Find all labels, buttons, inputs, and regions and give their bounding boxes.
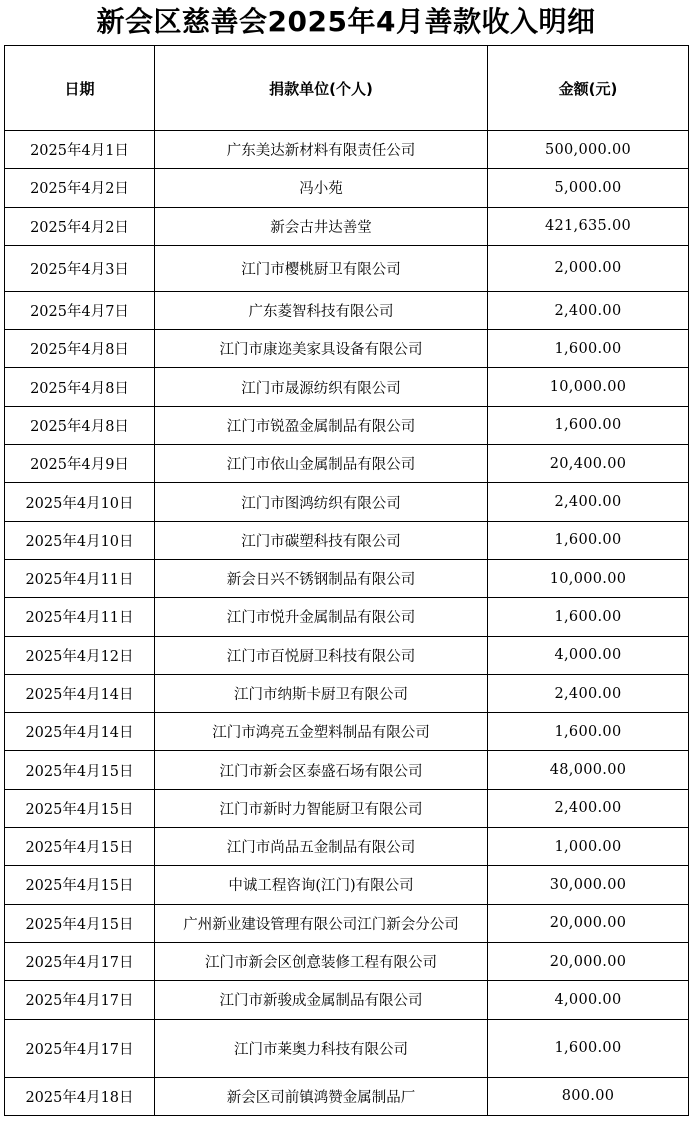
- date-cell: 2025年4月18日: [5, 1077, 155, 1115]
- donor-cell: 冯小苑: [155, 169, 488, 207]
- table-row: [5, 674, 689, 712]
- date-cell: 2025年4月15日: [5, 904, 155, 942]
- amount-cell: 48,000.00: [488, 751, 689, 789]
- donor-cell: 中诚工程咨询(江门)有限公司: [155, 866, 488, 904]
- donor-cell: 江门市尚品五金制品有限公司: [155, 828, 488, 866]
- column-header-donor: 捐款单位(个人): [155, 46, 488, 131]
- date-cell: 2025年4月17日: [5, 981, 155, 1019]
- donor-cell: 江门市康迩美家具设备有限公司: [155, 330, 488, 368]
- donor-cell: 江门市新骏成金属制品有限公司: [155, 981, 488, 1019]
- donation-table: [4, 45, 689, 1116]
- amount-cell: 2,400.00: [488, 291, 689, 329]
- amount-cell: 1,600.00: [488, 713, 689, 751]
- amount-cell: 1,600.00: [488, 330, 689, 368]
- date-cell: 2025年4月8日: [5, 368, 155, 406]
- donor-cell: 江门市锐盈金属制品有限公司: [155, 406, 488, 444]
- amount-cell: 10,000.00: [488, 559, 689, 597]
- date-cell: 2025年4月12日: [5, 636, 155, 674]
- donor-cell: 新会区司前镇鸿赞金属制品厂: [155, 1077, 488, 1115]
- donor-cell: 江门市百悦厨卫科技有限公司: [155, 636, 488, 674]
- page-title: 新会区慈善会2025年4月善款收入明细: [96, 5, 596, 38]
- table-row: [5, 828, 689, 866]
- date-cell: 2025年4月2日: [5, 207, 155, 245]
- donor-cell: 广州新业建设管理有限公司江门新会分公司: [155, 904, 488, 942]
- amount-cell: 20,400.00: [488, 445, 689, 483]
- date-cell: 2025年4月11日: [5, 559, 155, 597]
- date-cell: 2025年4月1日: [5, 131, 155, 169]
- amount-cell: 5,000.00: [488, 169, 689, 207]
- date-cell: 2025年4月8日: [5, 330, 155, 368]
- amount-cell: 2,000.00: [488, 245, 689, 291]
- table-row: [5, 445, 689, 483]
- date-cell: 2025年4月8日: [5, 406, 155, 444]
- amount-cell: 1,000.00: [488, 828, 689, 866]
- date-cell: 2025年4月17日: [5, 1019, 155, 1077]
- table-row: [5, 1019, 689, 1077]
- donor-cell: 江门市樱桃厨卫有限公司: [155, 245, 488, 291]
- amount-cell: 1,600.00: [488, 598, 689, 636]
- date-cell: 2025年4月3日: [5, 245, 155, 291]
- table-row: [5, 636, 689, 674]
- donor-cell: 江门市莱奥力科技有限公司: [155, 1019, 488, 1077]
- table-row: [5, 789, 689, 827]
- donor-cell: 江门市碳塑科技有限公司: [155, 521, 488, 559]
- donor-cell: 新会古井达善堂: [155, 207, 488, 245]
- donor-cell: 江门市悦升金属制品有限公司: [155, 598, 488, 636]
- date-cell: 2025年4月15日: [5, 866, 155, 904]
- date-cell: 2025年4月14日: [5, 713, 155, 751]
- column-header-date: 日期: [5, 46, 155, 131]
- amount-cell: 4,000.00: [488, 981, 689, 1019]
- table-row: [5, 981, 689, 1019]
- table-row: [5, 483, 689, 521]
- table-row: [5, 131, 689, 169]
- amount-cell: 800.00: [488, 1077, 689, 1115]
- table-row: [5, 245, 689, 291]
- column-header-amount: 金额(元): [488, 46, 689, 131]
- table-row: [5, 942, 689, 980]
- amount-cell: 4,000.00: [488, 636, 689, 674]
- date-cell: 2025年4月17日: [5, 942, 155, 980]
- date-cell: 2025年4月15日: [5, 789, 155, 827]
- date-cell: 2025年4月10日: [5, 521, 155, 559]
- date-cell: 2025年4月7日: [5, 291, 155, 329]
- donor-cell: 广东美达新材料有限责任公司: [155, 131, 488, 169]
- table-row: [5, 330, 689, 368]
- date-cell: 2025年4月14日: [5, 674, 155, 712]
- table-row: [5, 207, 689, 245]
- donor-cell: 江门市依山金属制品有限公司: [155, 445, 488, 483]
- amount-cell: 2,400.00: [488, 789, 689, 827]
- table-row: [5, 291, 689, 329]
- amount-cell: 1,600.00: [488, 521, 689, 559]
- amount-cell: 20,000.00: [488, 942, 689, 980]
- amount-cell: 30,000.00: [488, 866, 689, 904]
- amount-cell: 1,600.00: [488, 1019, 689, 1077]
- donor-cell: 江门市图鸿纺织有限公司: [155, 483, 488, 521]
- donor-cell: 江门市纳斯卡厨卫有限公司: [155, 674, 488, 712]
- table-row: [5, 751, 689, 789]
- amount-cell: 20,000.00: [488, 904, 689, 942]
- table-row: [5, 713, 689, 751]
- donor-cell: 江门市新会区泰盛石场有限公司: [155, 751, 488, 789]
- table-row: [5, 368, 689, 406]
- amount-cell: 500,000.00: [488, 131, 689, 169]
- table-row: [5, 598, 689, 636]
- amount-cell: 421,635.00: [488, 207, 689, 245]
- amount-cell: 2,400.00: [488, 483, 689, 521]
- amount-cell: 10,000.00: [488, 368, 689, 406]
- amount-cell: 1,600.00: [488, 406, 689, 444]
- table-row: [5, 866, 689, 904]
- donor-cell: 新会日兴不锈钢制品有限公司: [155, 559, 488, 597]
- donor-cell: 广东菱智科技有限公司: [155, 291, 488, 329]
- table-row: [5, 406, 689, 444]
- amount-cell: 2,400.00: [488, 674, 689, 712]
- table-row: [5, 1077, 689, 1115]
- date-cell: 2025年4月11日: [5, 598, 155, 636]
- donor-cell: 江门市鸿亮五金塑料制品有限公司: [155, 713, 488, 751]
- table-row: [5, 521, 689, 559]
- date-cell: 2025年4月2日: [5, 169, 155, 207]
- date-cell: 2025年4月15日: [5, 828, 155, 866]
- donor-cell: 江门市新时力智能厨卫有限公司: [155, 789, 488, 827]
- date-cell: 2025年4月10日: [5, 483, 155, 521]
- donor-cell: 江门市晟源纺织有限公司: [155, 368, 488, 406]
- table-row: [5, 904, 689, 942]
- table-row: [5, 169, 689, 207]
- date-cell: 2025年4月9日: [5, 445, 155, 483]
- donor-cell: 江门市新会区创意装修工程有限公司: [155, 942, 488, 980]
- table-row: [5, 559, 689, 597]
- date-cell: 2025年4月15日: [5, 751, 155, 789]
- table-header-row: [5, 46, 689, 131]
